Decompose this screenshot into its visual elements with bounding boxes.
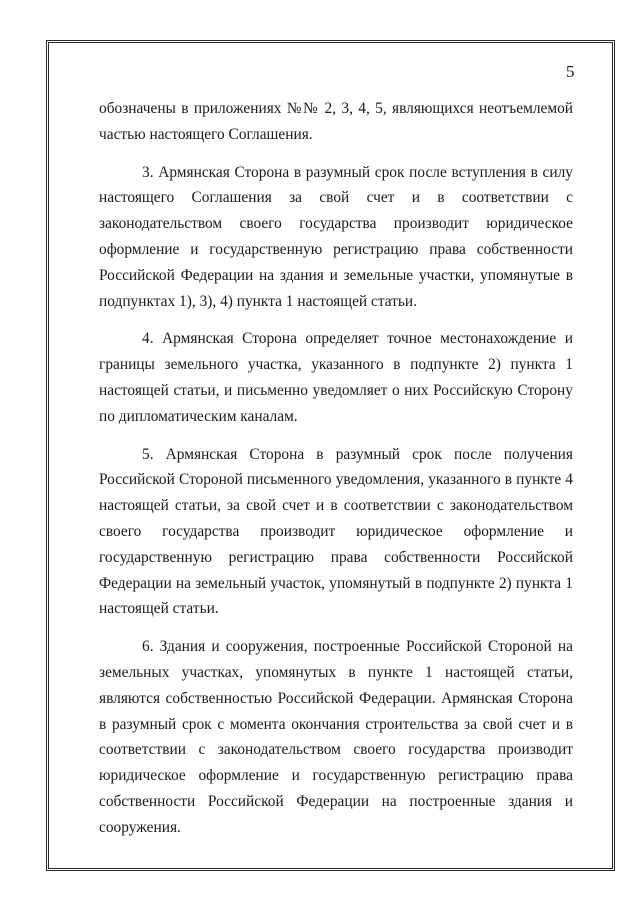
paragraph-item-3: 3. Армянская Сторона в разумный срок после вступления в силу настоящего Соглашения за свой счет и в соответствии с законодательством своего государства производит юридическое оформление и государственную регистрацию права собственности Российской Федерации на здания и земельные участки, упомянутые в подпунктах 1), 3), 4) пункта 1 настоящей статьи. xyxy=(99,163,573,310)
paragraph-continuation: обозначены в приложениях №№ 2, 3, 4, 5, являющихся неотъемлемой частью настоящего Соглашения. xyxy=(99,100,573,143)
paragraph-item-5: 5. Армянская Сторона в разумный срок после получения Российской Стороной письменного уведомления, указанного в пункте 4 настоящей статьи, за свой счет и в соответствии с законодательством своего государства производит юридическое оформление и государственную регистрацию права собственности Российской Федерации на земельный участок, упомянутый в подпункте 2) пункта 1 настоящей статьи. xyxy=(99,445,573,618)
paragraph-item-6: 6. Здания и сооружения, построенные Российской Стороной на земельных участках, упомянутых в пункте 1 настоящей статьи, являются собственностью Российской Федерации. Армянская Сторона в разумный срок с момента окончания строительства за свой счет и в соответствии с законодательством своего государства производит юридическое оформление и государственную регистрацию права собственности Российской Федерации на построенные здания и сооружения. xyxy=(99,638,573,836)
document-body xyxy=(99,96,573,853)
paragraph-item-4: 4. Армянская Сторона определяет точное местонахождение и границы земельного участка, указанного в подпункте 2) пункта 1 настоящей статьи, и письменно уведомляет о них Российскую Сторону по дипломатическим каналам. xyxy=(99,330,573,425)
page-number: 5 xyxy=(566,62,575,81)
